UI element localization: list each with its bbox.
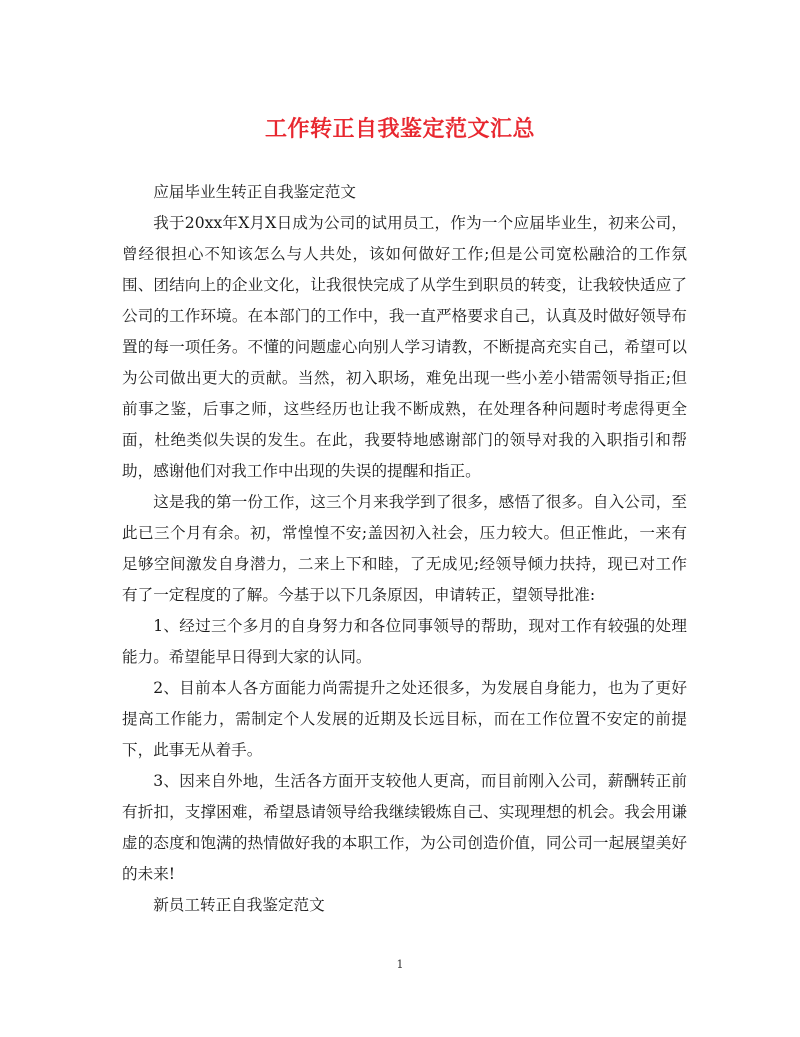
section-heading-new-employee: 新员工转正自我鉴定范文 <box>153 896 325 914</box>
list-item: 1、经过三个多月的自身努力和各位同事领导的帮助，现对工作有较强的处理能力。希望能早日得到大家的认同。 <box>122 617 687 666</box>
list-item: 2、目前本人各方面能力尚需提升之处还很多，为发展自身能力，也为了更好提高工作能力，需制定个人发展的近期及长远目标，而在工作位置不安定的前提下，此事无从着手。 <box>122 679 687 759</box>
paragraph: 这是我的第一份工作，这三个月来我学到了很多，感悟了很多。自入公司，至此已三个月有余。初，常惶惶不安;盖因初入社会，压力较大。但正惟此，一来有足够空间激发自身潜力，二来上下和睦，了无成见;经领导倾力扶持，现已对工作有了一定程度的了解。今基于以下几条原因，申请转正，望领导批准: <box>122 493 687 604</box>
paragraph: 我于20xx年X月X日成为公司的试用员工，作为一个应届毕业生，初来公司，曾经很担心不知该怎么与人共处，该如何做好工作;但是公司宽松融洽的工作氛围、团结向上的企业文化，让我很快完成了从学生到职员的转变，让我较快适应了公司的工作环境。在本部门的工作中，我一直严格要求自己，认真及时做好领导布置的每一项任务。不懂的问题虚心向别人学习请教，不断提高充实自己，希望可以为公司做出更大的贡献。当然，初入职场，难免出现一些小差小错需领导指正;但前事之鉴，后事之师，这些经历也让我不断成熟，在处理各种问题时考虑得更全面，杜绝类似失误的发生。在此，我要特地感谢部门的领导对我的入职指引和帮助，感谢他们对我工作中出现的失误的提醒和指正。 <box>122 214 687 480</box>
page-number: 1 <box>396 958 404 971</box>
list-item: 3、因来自外地，生活各方面开支较他人更高，而目前刚入公司，薪酬转正前有折扣，支撑困难，希望恳请领导给我继续锻炼自己、实现理想的机会。我会用谦虚的态度和饱满的热情做好我的本职工作，为公司创造价值，同公司一起展望美好的未来! <box>122 772 687 883</box>
section-heading-graduate: 应届毕业生转正自我鉴定范文 <box>153 183 356 201</box>
document-title: 工作转正自我鉴定范文汇总 <box>264 116 535 142</box>
document-body <box>122 177 687 921</box>
